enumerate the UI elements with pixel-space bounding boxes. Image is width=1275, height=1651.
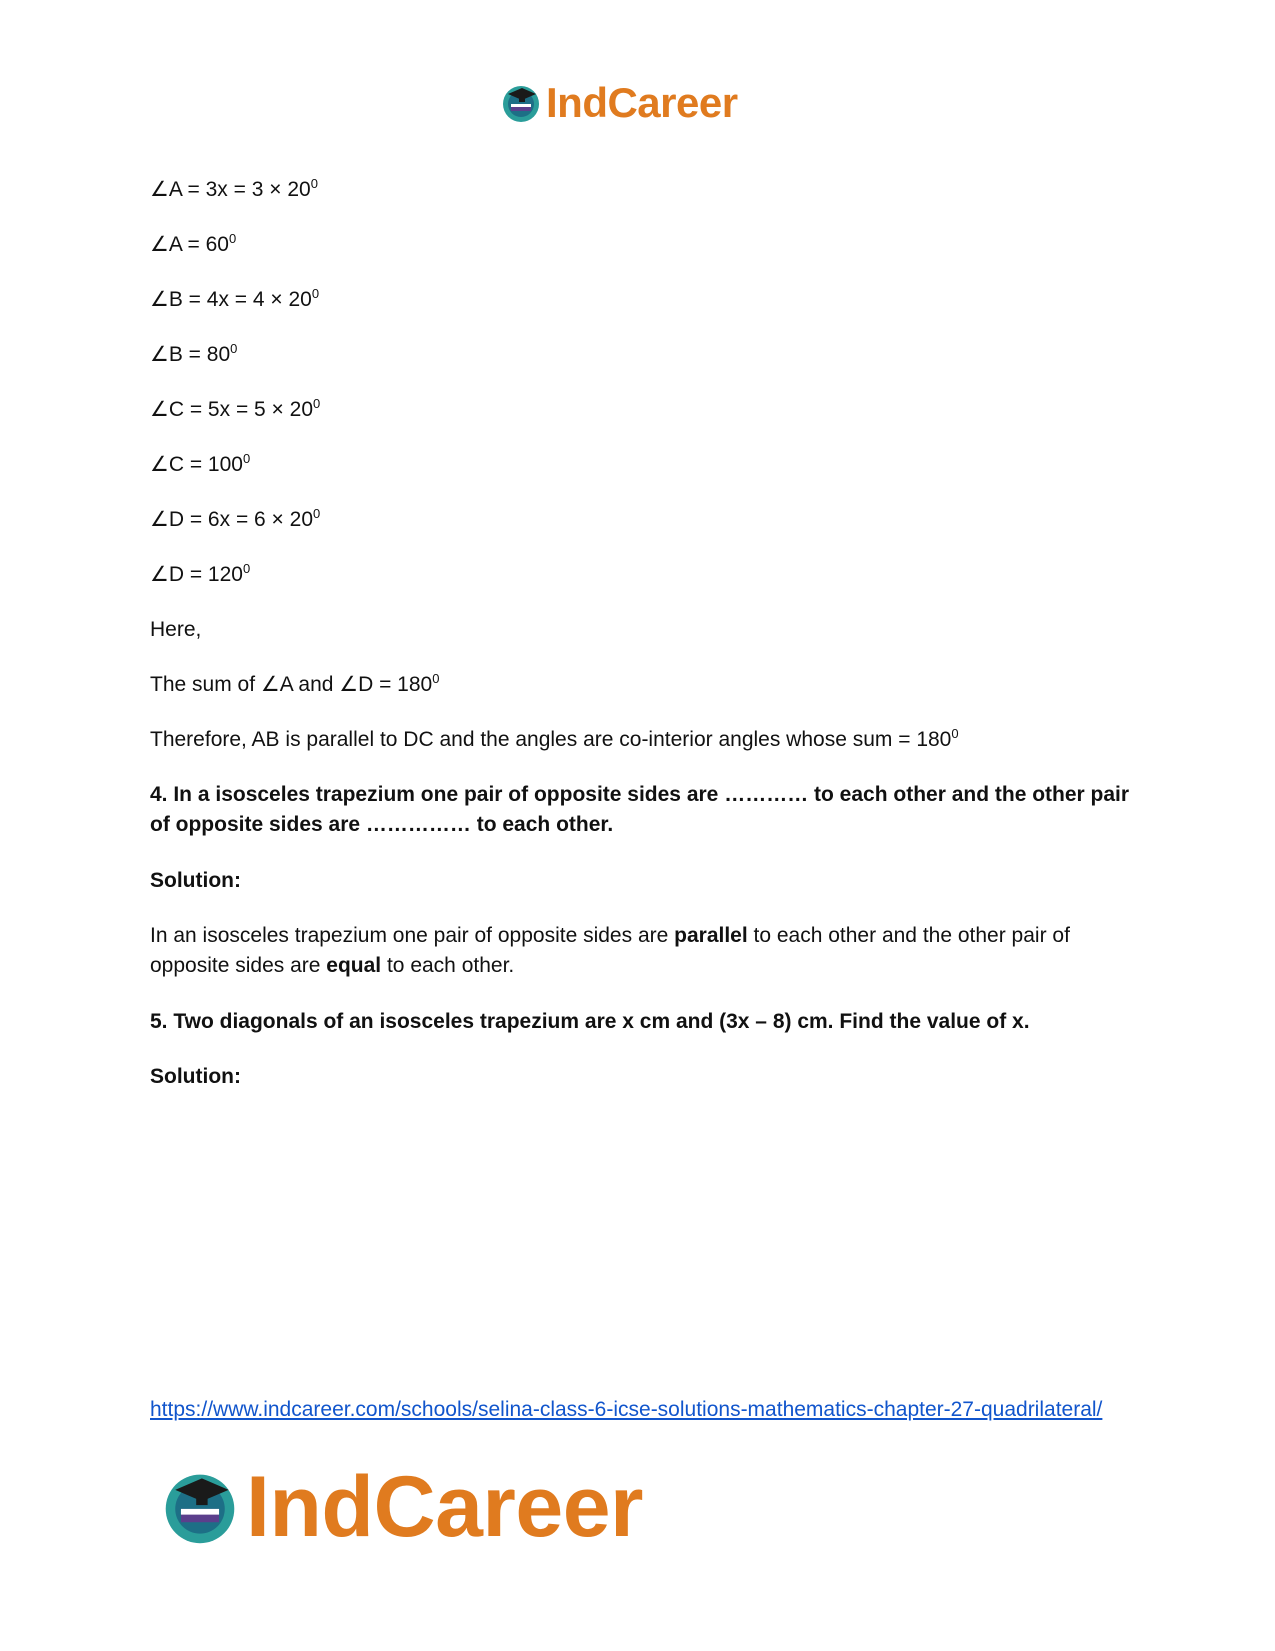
angle-line (150, 175, 1130, 205)
q5-solution-label: Solution: (150, 1065, 241, 1088)
angle-line (150, 395, 1130, 425)
angle-line (150, 450, 1130, 480)
angle-text: ∠C = 5x = 5 × 20 (150, 398, 314, 421)
footer-logo (160, 1459, 643, 1555)
therefore-text: Therefore, AB is parallel to DC and the angles are co-interior angles whose sum = 180 (150, 728, 952, 751)
source-url-link[interactable]: https://www.indcareer.com/schools/selina-class-6-icse-solutions-mathematics-chapter-27-quadrilateral/ (150, 1398, 1103, 1421)
angle-line (150, 560, 1130, 590)
angle-text: ∠B = 4x = 4 × 20 (150, 288, 312, 311)
page-content (150, 175, 1130, 1117)
sum-line (150, 670, 1130, 700)
angle-line (150, 230, 1130, 260)
answer-bold-equal: equal (326, 954, 382, 977)
degree-sup: 0 (242, 561, 251, 576)
q4-solution-label: Solution: (150, 869, 241, 892)
degree-sup: 0 (313, 396, 321, 411)
angle-text: ∠C = 100 (150, 453, 243, 476)
answer-text: In an isosceles trapezium one pair of opposite sides are (150, 924, 675, 947)
answer-bold-parallel: parallel (674, 924, 748, 947)
degree-sup: 0 (313, 506, 321, 521)
angle-text: ∠A = 60 (150, 233, 229, 256)
angle-text: ∠D = 120 (150, 563, 243, 586)
graduation-book-globe-icon (160, 1467, 240, 1547)
degree-sup: 0 (230, 341, 238, 356)
question-4: 4. In a isosceles trapezium one pair of opposite sides are ………… to each other and the other pair of opposite sides are …………… to each other. (150, 783, 1130, 836)
graduation-book-globe-icon (500, 82, 542, 124)
degree-sup: 0 (228, 231, 237, 246)
angle-line (150, 340, 1130, 370)
degree-sup: 0 (310, 176, 318, 191)
footer-logo-text: IndCareer (246, 1459, 643, 1555)
header-logo (500, 78, 738, 128)
question-5: 5. Two diagonals of an isosceles trapezium are x cm and (3x – 8) cm. Find the value of x. (150, 1010, 1030, 1033)
degree-sup: 0 (311, 286, 320, 301)
degree-sup: 0 (432, 671, 440, 686)
angle-text: ∠D = 6x = 6 × 20 (150, 508, 314, 531)
therefore-line (150, 725, 1130, 755)
angle-text: ∠A = 3x = 3 × 20 (150, 178, 311, 201)
here-text: Here, (150, 618, 202, 641)
sum-text: The sum of ∠A and ∠D = 180 (150, 673, 433, 696)
answer-text: to each other. (381, 954, 515, 977)
angle-line (150, 285, 1130, 315)
q4-answer (150, 921, 1130, 981)
header-logo-text: IndCareer (546, 79, 738, 126)
degree-sup: 0 (951, 726, 959, 741)
footer-link-block (150, 1395, 1140, 1425)
degree-sup: 0 (242, 451, 251, 466)
angle-line (150, 505, 1130, 535)
answer-text: to each other and the other pair of opposite sides are (150, 924, 1070, 977)
angle-text: ∠B = 80 (150, 343, 231, 366)
